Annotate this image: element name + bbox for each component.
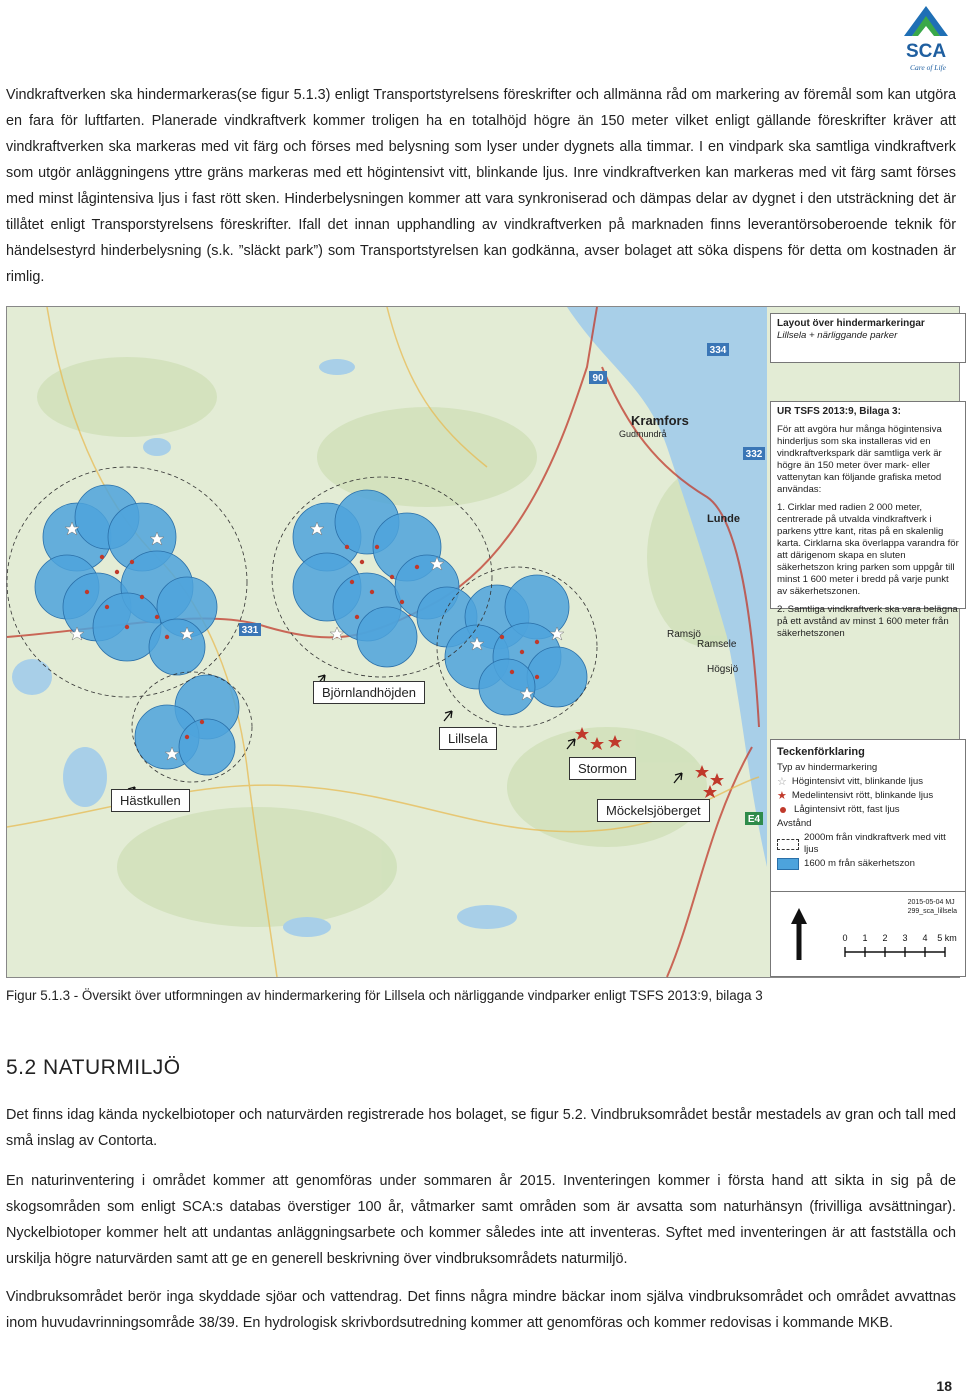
legend-distance-2000-label: 2000m från vindkraftverk med vitt ljus: [804, 832, 946, 855]
label-lillsela: Lillsela: [439, 727, 497, 750]
legend-item-high-label: Högintensivt vitt, blinkande ljus: [791, 776, 924, 787]
layout-panel: [770, 313, 966, 363]
road-number-e4: E4: [747, 814, 761, 825]
legend-item-low: [777, 804, 959, 816]
red-dot-icon: [780, 807, 786, 813]
legend-distance-1600: [777, 858, 959, 870]
rules-panel: [770, 401, 966, 639]
logo-brand-text: SCA: [905, 41, 947, 62]
sca-logo: [898, 2, 954, 74]
layout-title: Layout över hindermarkeringar: [777, 318, 925, 329]
layout-subtitle: Lillsela + närliggande parker: [777, 330, 898, 341]
legend-distance-1600-label: 1600 m från säkerhetszon: [804, 858, 915, 869]
logo-tagline: Care of Life: [910, 63, 946, 72]
sca-logo-icon: [898, 2, 954, 74]
place-ramsele: Ramsele: [697, 639, 737, 650]
rules-title: UR TSFS 2013:9, Bilaga 3:: [777, 406, 901, 417]
scale-panel: [770, 891, 966, 977]
road-number-331: 331: [241, 625, 259, 636]
hindermarkering-map: [6, 306, 960, 978]
legend-distance-heading: Avstånd: [777, 818, 812, 829]
body-paragraph-2: En naturinventering i området kommer att genomföras under sommaren år 2015. Inventeringen kommer i första hand att sikta in sig på de skogsområden som enligt SCA:s databas överstiger 100 år, våtmarker samt områden som är avsatta som naturhänsyn (frivilliga avsättningar). Nyckelbiotoper kommer helt att undantas anläggningsarbete och kommer således inte att inventeras. Syftet med inventeringen är att fastställa och urskilja högre naturvärden samt att ge en generell beskrivning över vindbruksområdets naturmiljö.: [6, 1173, 956, 1267]
intro-paragraph: Vindkraftverken ska hindermarkeras(se figur 5.1.3) enligt Transportstyrelsens föreskrifter och allmänna råd om markering av föremål som kan utgöra en fara för luftfarten. Planerade vindkraftverk kommer troligen ha en totalhöjd högre än 150 meter vilket enligt gällande föreskrifter kräver att vindkraftverken ska markeras med vit färg och förses med belysning som lyser under dygnets alla timmar. I en vindpark ska samtliga vindkraftverk som utgör anläggningens yttre gräns markeras med ett högintensivt vitt, blinkande ljus. Inre vindkraftverken kan markeras med vit färg samt förses med minst lågintensiva ljus i fast rött sken. Hinderbelysningen kommer att vara synkroniserad och dämpas delar av dygnet i den utsträckning det är tillåtet enligt Transporstyrelsens föreskrifter. Ifall det innan upphandling av vindkraftverken på marknaden finns leverantörsoberoende teknik för händelsestyrd hinderbelysning (s.k. ”släckt park”) som Transportstyrelsen kan godkänna, avser bolaget att söka dispens för detta om kostnaden är rimlig.: [6, 87, 956, 285]
legend-distance-2000: [777, 832, 959, 856]
scale-tick-0: 0: [842, 933, 848, 943]
rules-intro: För att avgöra hur många högintensiva hinderljus som ska installeras vid en vindkraftverkspark där samtliga verk är högre än 150 meter över mark- eller vattenytan kan följande grafiska metod användas:: [777, 424, 942, 495]
red-star-icon: ★: [777, 790, 787, 802]
legend-item-low-label: Lågintensivt rött, fast ljus: [794, 804, 900, 815]
label-stormon: Stormon: [569, 757, 636, 780]
label-mockelsjoberget: Möckelsjöberget: [597, 799, 710, 822]
legend-item-high: [777, 776, 959, 788]
scale-tick-4: 4: [922, 933, 928, 943]
place-hogsjo: Högsjö: [707, 664, 739, 675]
label-hastkullen: Hästkullen: [111, 789, 190, 812]
meta-file: 299_sca_lillsela: [907, 908, 957, 915]
label-bjornlandhojden: Björnlandhöjden: [313, 681, 425, 704]
blue-zone-swatch: [777, 858, 799, 870]
figure-caption: Figur 5.1.3 - Översikt över utformningen av hindermarkering för Lillsela och närliggande vindparker enligt TSFS 2013:9, bilaga 3: [6, 988, 763, 1003]
section-heading: 5.2 NATURMILJÖ: [6, 1056, 181, 1079]
legend-type-heading: Typ av hindermarkering: [777, 762, 878, 773]
legend-item-medium-label: Medelintensivt rött, blinkande ljus: [791, 790, 934, 801]
rules-item-2: 2. Samtliga vindkraftverk ska vara belägna på ett avstånd av minst 1 600 meter från säkerhetszonen: [777, 604, 958, 639]
road-number-332: 332: [745, 449, 763, 460]
rules-item-1: 1. Cirklar med radien 2 000 meter, centrerade på utvalda vindkraftverk i parkens yttre kant, ritas på en skalenlig karta. Cirklarna ska överlappa varandra för att därigenom skapa en sluten säkerhetszon kring parken som uppgår till minst 1 600 meter i bredd på varje punkt av säkerhetszonen.: [777, 502, 959, 597]
north-arrow-and-scale: [771, 892, 965, 976]
scale-tick-1: 1: [862, 933, 868, 943]
meta-date: 2015-05-04 MJ: [907, 899, 955, 906]
road-number-334: 334: [709, 345, 727, 356]
legend-panel: [770, 739, 966, 897]
place-gudmundra: Gudmundrå: [619, 429, 667, 439]
body-paragraph-1: Det finns idag kända nyckelbiotoper och naturvärden registrerade hos bolaget, se figur 5.2. Vindbruksområdet består mestadels av gran och tall med små inslag av Contorta.: [6, 1107, 956, 1149]
scale-tick-5: 5 km: [937, 933, 957, 943]
scale-tick-3: 3: [902, 933, 908, 943]
white-star-icon: ☆: [777, 776, 787, 788]
page-number: 18: [936, 1378, 952, 1394]
dashed-ring-swatch: [777, 839, 799, 850]
road-number-90: 90: [592, 373, 604, 384]
north-arrow-icon: [791, 908, 807, 960]
body-paragraph-3: Vindbruksområdet berör inga skyddade sjöar och vattendrag. Det finns några mindre bäckar inom själva vindbruksområdet och området avvattnas inom huvudavrinningsområde 38/39. En hydrologisk skrivbordsutredning kommer att genomföras och kommer redovisas i kommande MKB.: [6, 1289, 956, 1331]
legend-title: Teckenförklaring: [777, 746, 865, 758]
place-ramsjo: Ramsjö: [667, 629, 701, 640]
legend-item-medium: [777, 790, 959, 802]
place-lunde: Lunde: [707, 513, 740, 525]
scale-tick-2: 2: [882, 933, 888, 943]
place-kramfors: Kramfors: [631, 413, 689, 428]
